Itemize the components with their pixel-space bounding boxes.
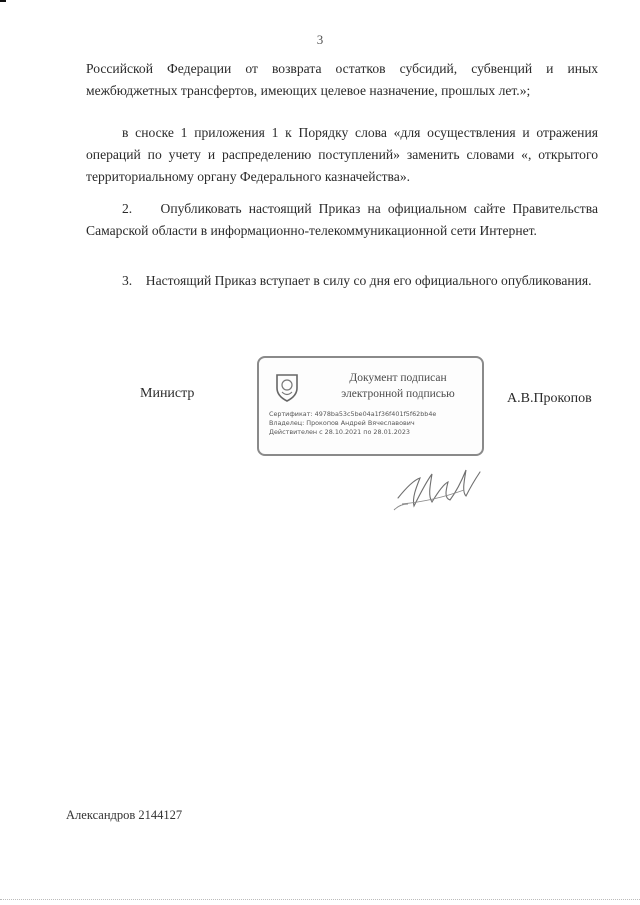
stamp-validity: Действителен с 28.10.2021 по 28.01.2023 [269, 428, 410, 436]
page-number: 3 [316, 32, 324, 47]
stamp-certificate: Сертификат: 4978ba53c5be04a1f36f401f5f62bb4e [269, 410, 437, 418]
paragraph-footnote-amendment: в сноске 1 приложения 1 к Порядку слова «для осуществления и отражения операций по учету и распределению поступлений» заменить словами «, открытого территориальному органу Федерального казначейства». [86, 125, 598, 184]
scan-bottom-edge [0, 899, 640, 900]
executor-footer: Александров 2144127 [66, 808, 183, 822]
handwritten-signature [392, 458, 484, 516]
stamp-owner: Владелец: Прокопов Андрей Вячеславович [269, 419, 415, 427]
electronic-signature-stamp [257, 356, 484, 456]
signatory-name: А.В.Прокопов [507, 391, 592, 406]
scan-artifact-mark [0, 0, 6, 2]
paragraph-continuation: Российской Федерации от возврата остатков субсидий, субвенций и иных межбюджетных трансфертов, имеющих целевое назначение, прошлых лет.»; [86, 61, 598, 98]
paragraph-publish-order: 2. Опубликовать настоящий Приказ на официальном сайте Правительства Самарской области в информационно-телекоммуникационной сети Интернет. [86, 201, 598, 238]
stamp-title: Документ подписан электронной подписью [341, 372, 455, 400]
signatory-role: Министр [140, 386, 195, 401]
paragraph-entry-into-force: 3. Настоящий Приказ вступает в силу со дня его официального опубликования. [122, 273, 592, 288]
coat-of-arms-icon [273, 372, 301, 402]
